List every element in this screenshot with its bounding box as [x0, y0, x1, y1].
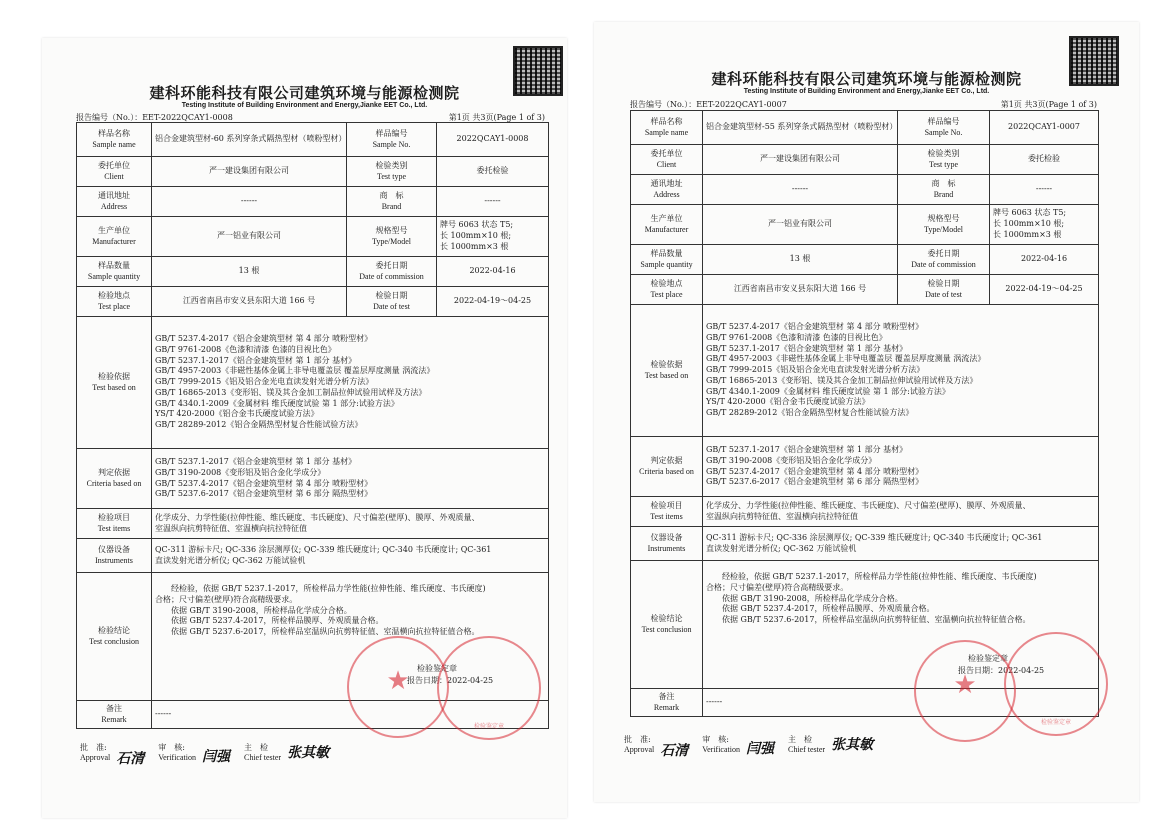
criteria-list: [152, 449, 549, 509]
test-type-value: 委托检验: [990, 145, 1099, 175]
type-model-label: 规格型号 Type/Model: [347, 217, 437, 257]
page-indicator: 第1页 共3页(Page 1 of 3): [448, 113, 545, 122]
criteria-item: GB/T 5237.1-2017《铝合金建筑型材 第 1 部分 基材》: [706, 444, 908, 454]
institute-title: 建科环能科技有限公司建筑环境与能源检测院: [149, 84, 460, 102]
criteria-label: 判定依据 Criteria based on: [631, 437, 703, 497]
sample-no-label: 样品编号 Sample No.: [347, 123, 437, 157]
instruments-value: QC-311 游标卡尺; QC-336 涂层测厚仪; QC-339 维氏硬度计; QC-340 韦氏硬度计; QC-361 直读发射光谱分析仪; QC-362 万能试验机: [703, 527, 1099, 561]
criteria-item: GB/T 5237.6-2017《铝合金建筑型材 第 6 部分 隔热型材》: [155, 489, 373, 499]
chief-tester-signature: 张其敏: [287, 745, 330, 761]
test-type-value: 委托检验: [437, 157, 549, 187]
test-items-label: 检验项目 Test items: [77, 509, 152, 539]
standard-item: GB/T 4340.1-2009《金属材料 维氏硬度试验 第 1 部分:试验方法》: [155, 398, 399, 408]
standard-item: GB/T 5237.4-2017《铝合金建筑型材 第 4 部分 喷粉型材》: [706, 321, 924, 331]
quantity-value: 13 根: [152, 257, 347, 287]
criteria-item: GB/T 5237.6-2017《铝合金建筑型材 第 6 部分 隔热型材》: [706, 477, 924, 487]
standard-item: GB/T 5237.1-2017《铝合金建筑型材 第 1 部分 基材》: [155, 355, 357, 365]
commission-date-label: 委托日期 Date of commission: [898, 245, 990, 275]
sample-no-value: 2022QCAY1-0007: [990, 111, 1099, 145]
standard-item: GB/T 7999-2015《铝及铝合金光电直读发射光谱分析方法》: [706, 365, 925, 375]
red-circular-seal: [914, 640, 1016, 742]
standard-item: GB/T 16865-2013《变形铝、镁及其合金加工制品拉伸试验用试样及方法》: [706, 375, 978, 385]
standard-item: GB/T 28289-2012《铝合金隔热型材复合性能试验方法》: [155, 420, 363, 430]
test-type-label: 检验类别 Test type: [347, 157, 437, 187]
signature-row: [80, 742, 343, 768]
standard-item: YS/T 420-2000《铝合金韦氏硬度试验方法》: [155, 409, 319, 419]
red-circular-seal: [1004, 632, 1108, 736]
report-page-right: [594, 22, 1139, 802]
standard-item: GB/T 4957-2003《非磁性基体金属上非导电覆盖层 覆盖层厚度测量 涡流法》: [155, 366, 435, 376]
conclusion-value: 经检验，依据 GB/T 5237.1-2017，所检样品力学性能(拉伸性能、维氏硬度、韦氏硬度) 合格；尺寸偏差(壁厚)符合高精级要求。 依据 GB/T 3190-2008，所检样品化学成分合格。 依据 GB/T 5237.4-2017，所检样品膜厚、外观质量合格。 依据 GB/T 5237.6-2017，所检样品室温纵向抗剪特征值、室温横向抗拉特征值合格。 检验鉴定章 报告日期：2022-04-25: [703, 561, 1099, 689]
sample-name-label: 样品名称 Sample name: [631, 111, 703, 145]
standard-item: GB/T 16865-2013《变形铝、镁及其合金加工制品拉伸试验用试样及方法》: [155, 387, 427, 397]
manufacturer-label: 生产单位 Manufacturer: [77, 217, 152, 257]
sample-name-label: 样品名称 Sample name: [77, 123, 152, 157]
red-circular-seal: [347, 636, 449, 738]
institute-title: 建科环能科技有限公司建筑环境与能源检测院: [711, 70, 1022, 88]
institute-english-name: Testing Institute of Building Environment and Energy,Jianke EET Co., Ltd.: [181, 102, 428, 109]
chief-tester-signature: 张其敏: [831, 737, 874, 753]
manufacturer-label: 生产单位 Manufacturer: [631, 205, 703, 245]
criteria-item: GB/T 5237.1-2017《铝合金建筑型材 第 1 部分 基材》: [155, 456, 357, 466]
sample-no-value: 2022QCAY1-0008: [437, 123, 549, 157]
client-label: 委托单位 Client: [77, 157, 152, 187]
manufacturer-value: 严一铝业有限公司: [152, 217, 347, 257]
stamp-label: 检验鉴定章: [417, 664, 457, 673]
brand-label: 商 标 Brand: [347, 187, 437, 217]
red-circular-seal: [437, 636, 541, 740]
criteria-item: GB/T 3190-2008《变形铝及铝合金化学成分》: [706, 455, 877, 465]
page-indicator: 第1页 共3页(Page 1 of 3): [1000, 100, 1097, 109]
verification-signature: 闫强: [201, 749, 230, 765]
test-date-label: 检验日期 Date of test: [898, 275, 990, 305]
report-number: 报告编号（No.）：EET-2022QCAY1-0008: [76, 113, 233, 122]
star-icon: ★: [386, 666, 410, 697]
test-items-value: 化学成分、力学性能(拉伸性能、维氏硬度、韦氏硬度)、尺寸偏差(壁厚)、膜厚、外观质量、 室温纵向抗剪特征值、室温横向抗拉特征值: [703, 497, 1099, 527]
test-date-value: 2022-04-19～04-25: [437, 287, 549, 317]
brand-value: ------: [437, 187, 549, 217]
conclusion-label: 检验结论 Test conclusion: [631, 561, 703, 689]
type-model-label: 规格型号 Type/Model: [898, 205, 990, 245]
remark-value: ------: [152, 701, 549, 729]
test-based-on-label: 检验依据 Test based on: [77, 317, 152, 449]
test-place-value: 江西省南昌市安义县东阳大道 166 号: [152, 287, 347, 317]
verification-label: 审 核: Verification: [158, 743, 196, 762]
test-items-value: 化学成分、力学性能(拉伸性能、维氏硬度、韦氏硬度)、尺寸偏差(壁厚)、膜厚、外观质量、 室温纵向抗剪特征值、室温横向抗拉特征值: [152, 509, 549, 539]
client-value: 严一建设集团有限公司: [703, 145, 898, 175]
quantity-label: 样品数量 Sample quantity: [77, 257, 152, 287]
standard-item: GB/T 4957-2003《非磁性基体金属上非导电覆盖层 覆盖层厚度测量 涡流法》: [706, 354, 986, 364]
quantity-value: 13 根: [703, 245, 898, 275]
report-number-row: [630, 99, 1097, 110]
commission-date-label: 委托日期 Date of commission: [347, 257, 437, 287]
signature-row: [624, 734, 887, 760]
standard-item: YS/T 420-2000《铝合金韦氏硬度试验方法》: [706, 397, 870, 407]
address-label: 通讯地址 Address: [77, 187, 152, 217]
test-date-label: 检验日期 Date of test: [347, 287, 437, 317]
chief-tester-label: 主 检 Chief tester: [243, 743, 282, 762]
quantity-label: 样品数量 Sample quantity: [631, 245, 703, 275]
seal-text: 检验鉴定章: [473, 723, 504, 730]
conclusion-value: 经检验，依据 GB/T 5237.1-2017，所检样品力学性能(拉伸性能、维氏硬度、韦氏硬度) 合格；尺寸偏差(壁厚)符合高精级要求。 依据 GB/T 3190-2008，所检样品化学成分合格。 依据 GB/T 5237.4-2017，所检样品膜厚、外观质量合格。 依据 GB/T 5237.6-2017，所检样品室温纵向抗剪特征值、室温横向抗拉特征值合格。 检验鉴定章 报告日期：2022-04-25: [152, 573, 549, 701]
commission-date-value: 2022-04-16: [990, 245, 1099, 275]
brand-value: ------: [990, 175, 1099, 205]
seal-text: 检验鉴定章: [1040, 719, 1071, 726]
criteria-label: 判定依据 Criteria based on: [77, 449, 152, 509]
approval-label: 批 准: Approval: [624, 735, 655, 754]
verification-label: 审 核: Verification: [702, 735, 740, 754]
test-place-label: 检验地点 Test place: [631, 275, 703, 305]
address-value: ------: [152, 187, 347, 217]
address-value: ------: [703, 175, 898, 205]
remark-value: ------: [703, 689, 1099, 717]
criteria-item: GB/T 5237.4-2017《铝合金建筑型材 第 4 部分 喷粉型材》: [706, 466, 924, 476]
standard-item: GB/T 7999-2015《铝及铝合金光电直读发射光谱分析方法》: [155, 377, 374, 387]
sample-no-label: 样品编号 Sample No.: [898, 111, 990, 145]
standard-item: GB/T 28289-2012《铝合金隔热型材复合性能试验方法》: [706, 408, 914, 418]
approval-label: 批 准: Approval: [80, 743, 111, 762]
criteria-item: GB/T 3190-2008《变形铝及铝合金化学成分》: [155, 467, 326, 477]
stamp-label: 检验鉴定章: [968, 654, 1008, 663]
report-number: 报告编号（No.）：EET-2022QCAY1-0007: [630, 100, 787, 109]
report-page-left: [42, 38, 567, 818]
instruments-value: QC-311 游标卡尺; QC-336 涂层测厚仪; QC-339 维氏硬度计; QC-340 韦氏硬度计; QC-361 直读发射光谱分析仪; QC-362 万能试验机: [152, 539, 549, 573]
instruments-label: 仪器设备 Instruments: [631, 527, 703, 561]
report-date: 报告日期：2022-04-25: [958, 666, 1045, 675]
client-label: 委托单位 Client: [631, 145, 703, 175]
test-based-on-list: [152, 317, 549, 449]
commission-date-value: 2022-04-16: [437, 257, 549, 287]
standard-item: GB/T 9761-2008《色漆和清漆 色漆的目视比色》: [706, 332, 887, 342]
test-based-on-label: 检验依据 Test based on: [631, 305, 703, 437]
standard-item: GB/T 5237.4-2017《铝合金建筑型材 第 4 部分 喷粉型材》: [155, 333, 373, 343]
test-items-label: 检验项目 Test items: [631, 497, 703, 527]
type-model-value: 牌号 6063 状态 T5; 长 100mm×10 根; 长 1000mm×3 根: [437, 217, 549, 257]
sample-name-value: 铝合金建筑型材-60 系列穿条式隔热型材（喷粉型材）: [152, 123, 347, 157]
test-based-on-list: [703, 305, 1099, 437]
manufacturer-value: 严一铝业有限公司: [703, 205, 898, 245]
standard-item: GB/T 5237.1-2017《铝合金建筑型材 第 1 部分 基材》: [706, 343, 908, 353]
instruments-label: 仪器设备 Instruments: [77, 539, 152, 573]
report-date: 报告日期：2022-04-25: [407, 676, 494, 685]
standard-item: GB/T 4340.1-2009《金属材料 维氏硬度试验 第 1 部分:试验方法》: [706, 386, 950, 396]
address-label: 通讯地址 Address: [631, 175, 703, 205]
institute-english-name: Testing Institute of Building Environment and Energy,Jianke EET Co., Ltd.: [743, 88, 990, 95]
test-date-value: 2022-04-19～04-25: [990, 275, 1099, 305]
criteria-item: GB/T 5237.4-2017《铝合金建筑型材 第 4 部分 喷粉型材》: [155, 478, 373, 488]
star-icon: ★: [953, 670, 977, 701]
approval-signature: 石清: [116, 751, 145, 767]
conclusion-label: 检验结论 Test conclusion: [77, 573, 152, 701]
test-place-value: 江西省南昌市安义县东阳大道 166 号: [703, 275, 898, 305]
standard-item: GB/T 9761-2008《色漆和清漆 色漆的目视比色》: [155, 344, 336, 354]
approval-signature: 石清: [660, 743, 689, 759]
remark-label: 备注 Remark: [77, 701, 152, 729]
chief-tester-label: 主 检 Chief tester: [787, 735, 826, 754]
sample-name-value: 铝合金建筑型材-55 系列穿条式隔热型材（喷粉型材）: [703, 111, 898, 145]
client-value: 严一建设集团有限公司: [152, 157, 347, 187]
test-place-label: 检验地点 Test place: [77, 287, 152, 317]
verification-signature: 闫强: [745, 741, 774, 757]
remark-label: 备注 Remark: [631, 689, 703, 717]
type-model-value: 牌号 6063 状态 T5; 长 100mm×10 根; 长 1000mm×3 根: [990, 205, 1099, 245]
criteria-list: [703, 437, 1099, 497]
brand-label: 商 标 Brand: [898, 175, 990, 205]
report-table: [630, 110, 1099, 717]
test-type-label: 检验类别 Test type: [898, 145, 990, 175]
